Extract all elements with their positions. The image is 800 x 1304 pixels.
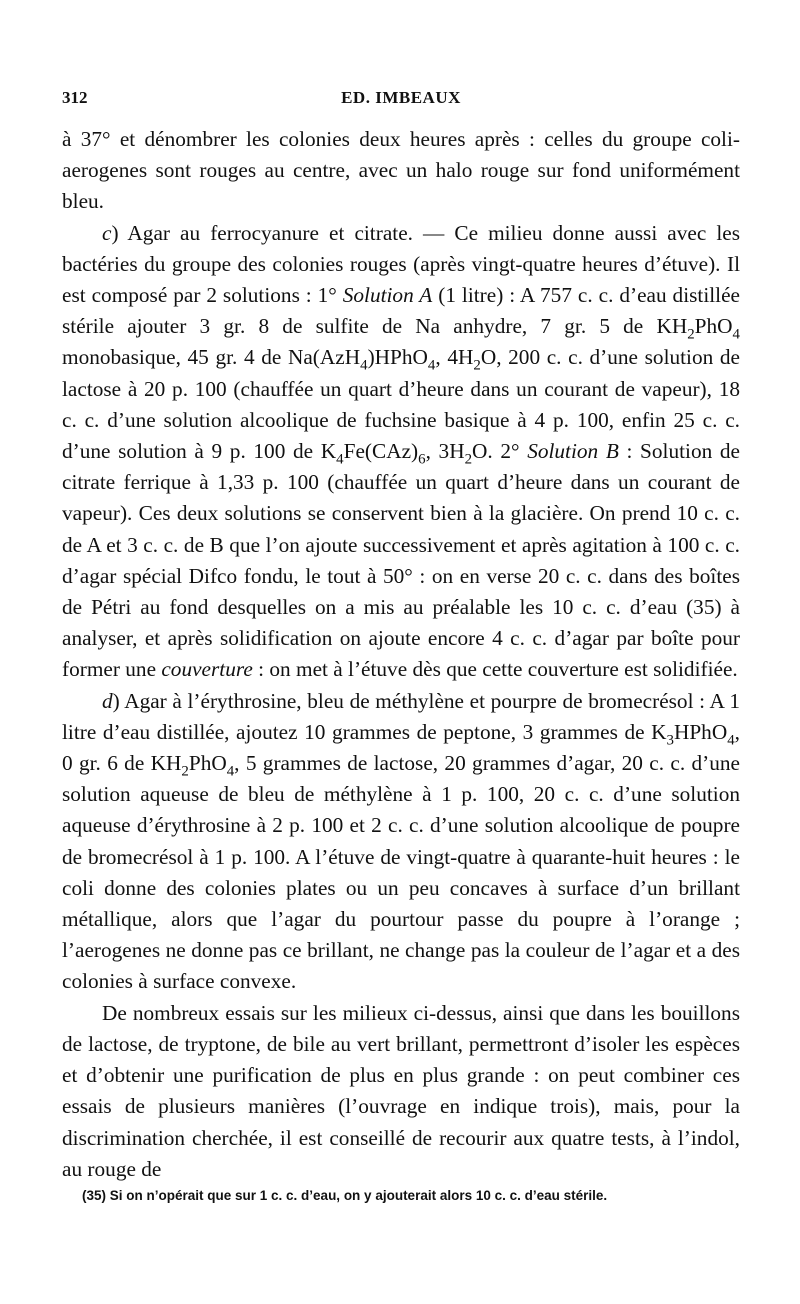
paragraph: De nombreux essais sur les milieux ci-dessus, ainsi que dans les bouillons de lactose, de tryptone, de bile au vert brillant, permettront d’isoler les espèces et d’obtenir une purification de plus en plus grande : on peut combiner ces essais de plusieurs manières (l’ouvrage en indique trois), mais, pour la discrimination cherchée, il est conseillé de recourir aux quatre tests, à l’indol, au rouge de: [62, 1000, 740, 1181]
running-title: ED. IMBEAUX: [341, 88, 461, 107]
paragraph: d) Agar à l’érythrosine, bleu de méthylène et pourpre de bromecrésol : A 1 litre d’eau distillée, ajoutez 10 grammes de peptone, 3 grammes de $K_3HPhO_4$, 0 gr. 6 de $KH_2PhO_4$, 5 grammes de lactose, 20 grammes d’agar, 20 c. c. d’une solution aqueuse de bleu de méthylène à 1 p. 100, 20 c. c. d’une solution aqueuse d’érythrosine à 2 p. 100 et 2 c. c. d’une solution alcoolique de poupre de bromecrésol à 1 p. 100. A l’étuve de vingt-quatre à quarante-huit heures : le coli donne des colonies plates ou un peu concaves à surface d’un brillant métallique, alors que l’agar du pourtour passe du poupre à l’orange ; l’aerogenes ne donne pas ce brillant, ne change pas la couleur de l’agar et a des colonies à surface convexe.: [62, 688, 740, 994]
paragraph: c) Agar au ferrocyanure et citrate. — Ce milieu donne aussi avec les bactéries du groupe des colonies rouges (après vingt-quatre heures d’étuve). Il est composé par 2 solutions : 1° Solution A (1 litre) : A 757 c. c. d’eau distillée stérile ajouter 3 gr. 8 de sulfite de Na anhydre, 7 gr. 5 de $KH_2PhO_4$ monobasique, 45 gr. 4 de Na(AzH$_4$)HPhO$_4$, $4H_2O$, 200 c. c. d’une solution de lactose à 20 p. 100 (chauffée un quart d’heure dans un courant de vapeur), 18 c. c. d’une solution alcoolique de fuchsine basique à 4 p. 100, enfin 25 c. c. d’une solution à 9 p. 100 de $K_4Fe(CAz)_6$, $3H_2O$. 2° Solution B : Solution de citrate ferrique à 1,33 p. 100 (chauffée un quart d’heure dans un courant de vapeur). Ces deux solutions se conservent bien à la glacière. On prend 10 c. c. de A et 3 c. c. de B que l’on ajoute successivement et après agitation à 100 c. c. d’agar spécial Difco fondu, le tout à 50° : on en verse 20 c. c. dans des boîtes de Pétri au fond desquelles on a mis au préalable les 10 c. c. d’eau (35) à analyser, et après solidification on ajoute encore 4 c. c. d’agar par boîte pour former une couverture : on met à l’étuve dès que cette couverture est solidifiée.: [62, 220, 740, 682]
paragraph: à 37° et dénombrer les colonies deux heures après : celles du groupe coli-aerogenes sont rouges au centre, avec un halo rouge sur fond uniformément bleu.: [62, 127, 740, 214]
page-body: [62, 124, 740, 1185]
footnote: (35) Si on n’opérait que sur 1 c. c. d’eau, on y ajouterait alors 10 c. c. d’eau stérile.: [82, 1188, 608, 1203]
page-header: [62, 88, 740, 114]
page-number: 312: [62, 88, 88, 107]
